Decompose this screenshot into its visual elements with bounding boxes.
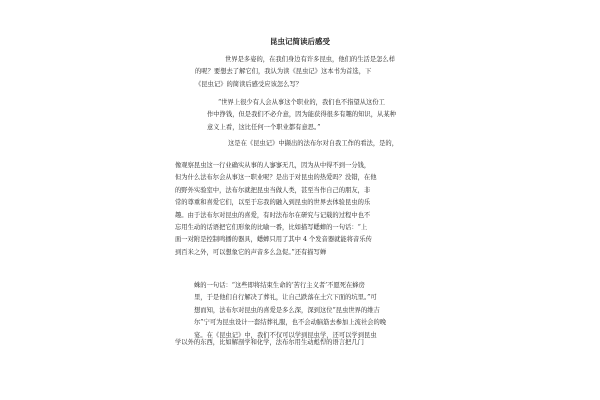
text-line: 世界是多姿的，在我们身边有许多昆虫，他们的生活是怎么样 <box>225 56 396 63</box>
text-line: 想而知，法布尔对昆虫的喜爱是多么深，深到这位“昆虫世界的维吉 <box>194 306 380 314</box>
document-title: 昆虫记简读后感受 <box>270 37 330 46</box>
text-line: 趣。由于法布尔对昆虫的喜爱，有时法布尔在研究与记载的过程中也不 <box>175 211 371 219</box>
text-line: 像观察昆虫这一行业确实从事的人寥寥无几，因为从中得不到一分钱， <box>175 162 371 169</box>
text-line: 意义上看，这比任何一个职业都有意思。” <box>207 123 321 131</box>
paragraph-body-1 <box>175 160 430 259</box>
paragraph-attribution <box>228 138 428 150</box>
text-line: 里，于是他们自行解决了葬礼，让自己跌落在土穴下面的坑里。”可 <box>194 294 377 302</box>
paragraph-intro <box>195 54 420 91</box>
text-line: 尔”宁可为昆虫设计一套结葬礼服，也不会动脑筋去参加上流社会的晚 <box>194 319 387 327</box>
text-line: 到百米之外，可以想象它的声音多么急促。”还有描写蝉 <box>175 248 327 256</box>
text-line: 蛛的一句话：“这些即将结束生命的‘苦行主义者’不愿死在蜂房 <box>194 282 365 289</box>
text-line: 的呢？要想去了解它们，我认为读《昆虫记》这本书为首选，下 <box>195 68 372 76</box>
text-line: 宴。在《昆虫记》中，我们不仅可以学到昆虫学，还可以学到昆虫 <box>194 331 377 339</box>
text-line: “世界上很少有人会从事这个职业的，我们也不指望从这份工 <box>218 99 385 106</box>
text-line: 这是在《昆虫记》中撷出的法布尔对自我工作的看法，是的， <box>228 140 399 147</box>
text-line: 面一对附是控制鸣播的器具，蟋蟀只用了其中 4 个发音器就能将音乐传 <box>175 236 372 244</box>
text-line: 忘用生动的话语把它们形象的比喻一番，比如描写蟋蟀的一句话：“上 <box>175 224 368 232</box>
text-line: 但为什么法布尔会从事这一职业呢？是出于对昆虫的热爱吗？没错，在他 <box>175 174 377 182</box>
text-line: 常的尊重和喜爱它们，以至于忘我的融入到昆虫的世界去体验昆虫的乐 <box>175 199 371 207</box>
paragraph-body-2 <box>194 280 434 342</box>
text-line: 学以外的东西，比如解剖学和化学，法布尔用生动彪悍的语言把几门 <box>175 339 364 346</box>
text-line: 《昆虫记》的简读后感受应该怎么写？ <box>195 80 303 88</box>
paragraph-body-3 <box>175 337 430 349</box>
text-line: 的野外实验室中，法布尔就把昆虫当做人类，甚至当作自己的朋友，非 <box>175 186 371 194</box>
text-line: 作中挣钱，但是我们不必介意，因为能获得很多有趣的知识，从某种 <box>207 111 396 119</box>
paragraph-quote <box>207 97 427 134</box>
